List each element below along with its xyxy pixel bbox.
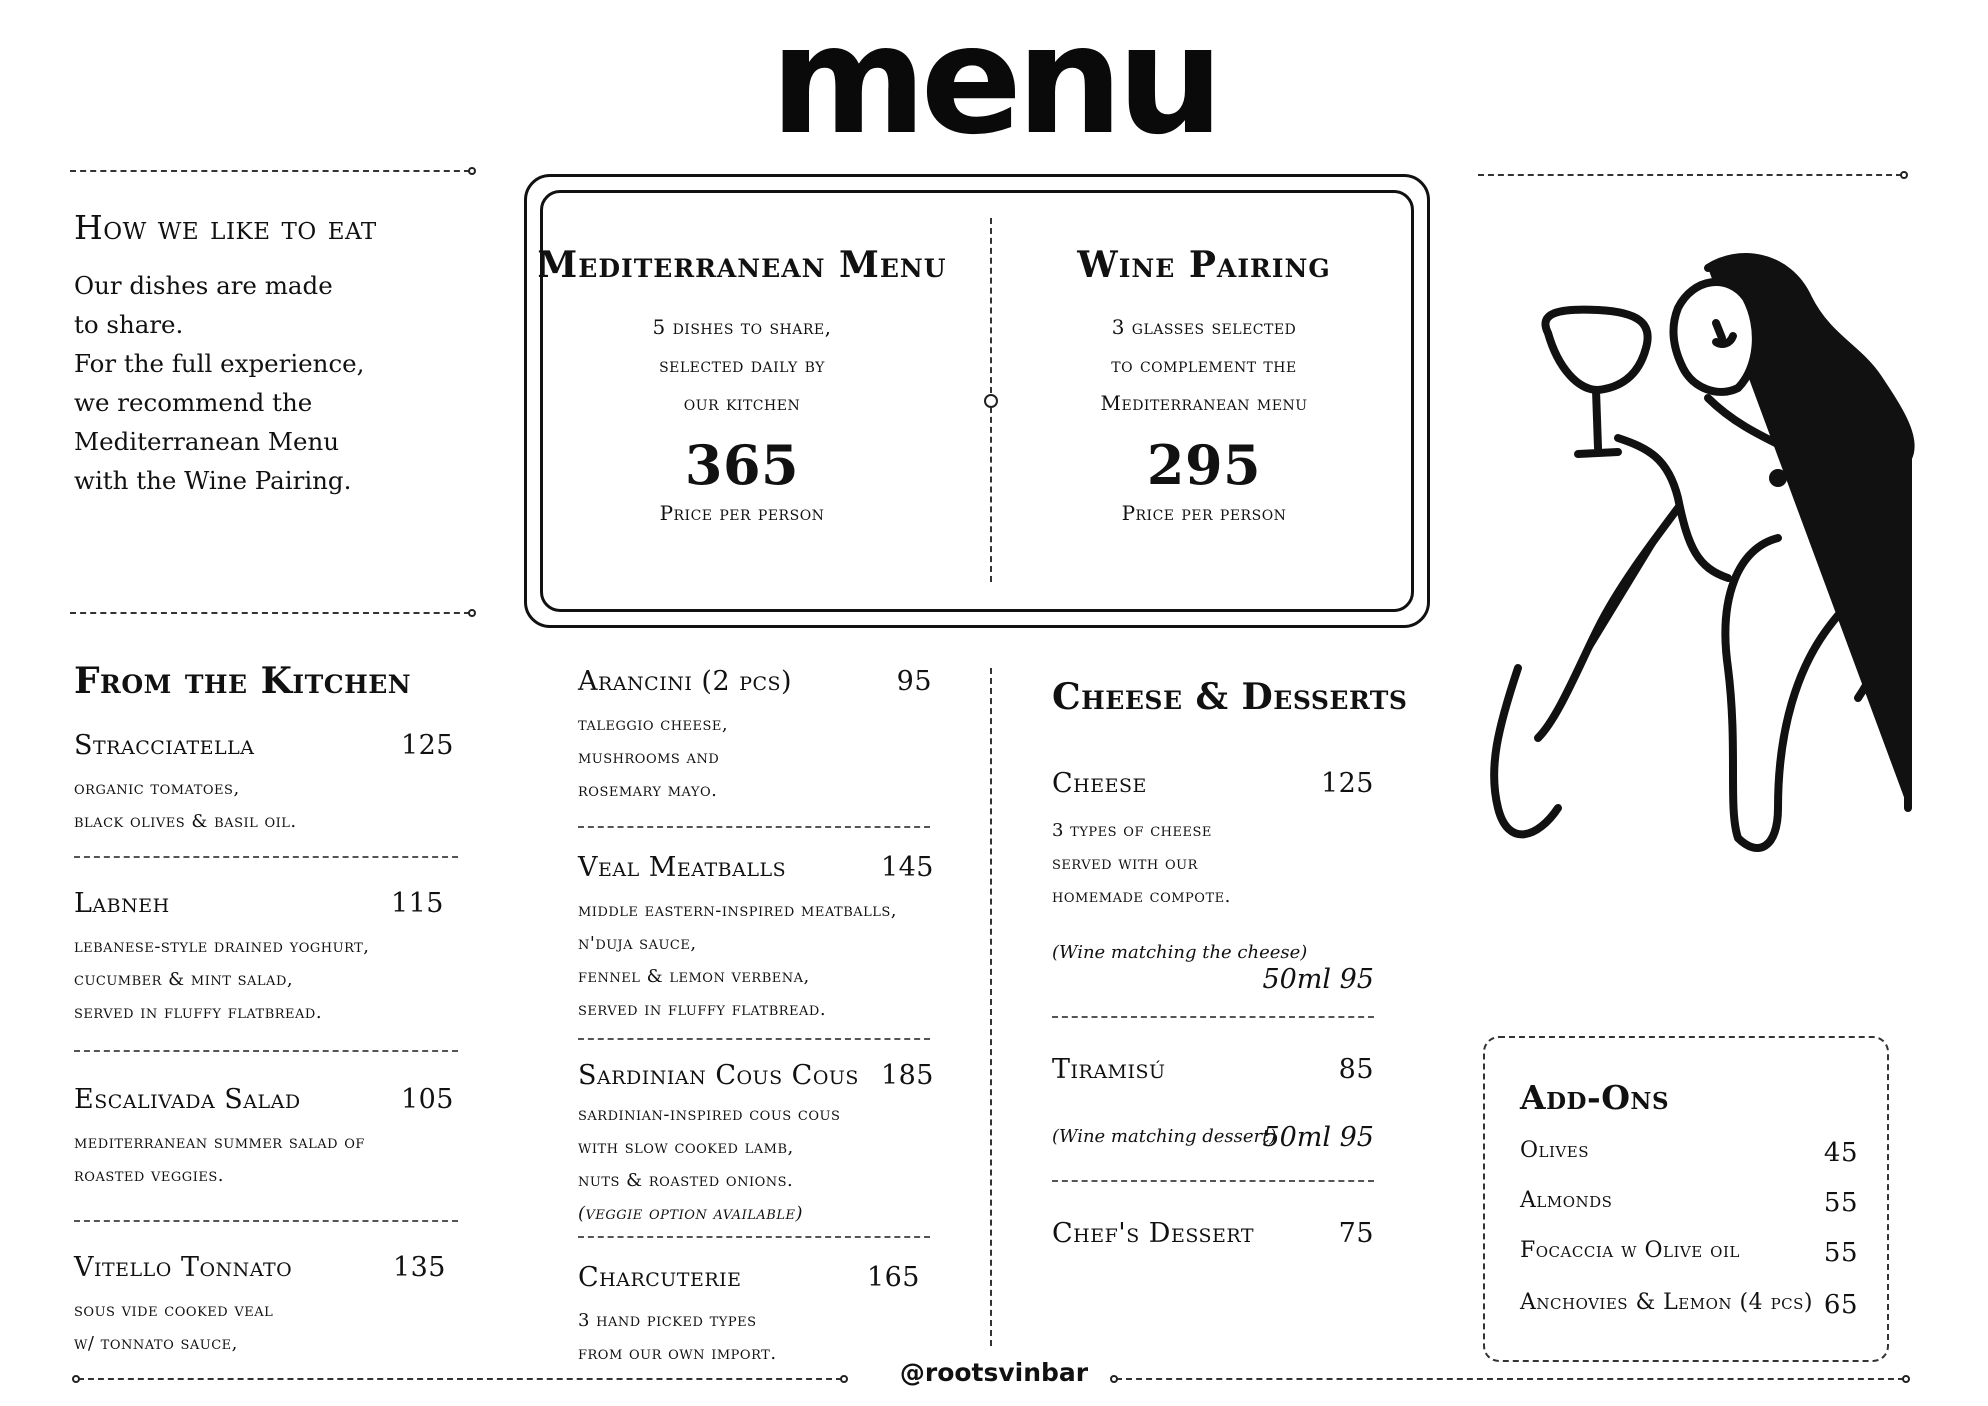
wine-price: 50ml 95 xyxy=(1262,1122,1374,1153)
how-we-eat-title: How we like to eat xyxy=(74,208,377,247)
how-we-eat-text: Our dishes are made to share. For the full experience, we recommend the Mediterranean Menu with the Wine Pairing. xyxy=(74,271,365,495)
addon-name: Almonds xyxy=(1520,1188,1613,1213)
item-desc: sardinian-inspired cous cous with slow cooked lamb, nuts & roasted onions. (veggie option available) xyxy=(578,1098,840,1230)
menu-title: menu xyxy=(770,0,1218,168)
wine-note: (Wine matching dessert) xyxy=(1052,1126,1277,1147)
item-desc: mediterranean summer salad of roasted veggies. xyxy=(74,1132,365,1186)
item-name: Chef's Dessert xyxy=(1052,1218,1255,1249)
item-price: 135 xyxy=(392,1252,446,1283)
item-desc: middle eastern-inspired meatballs, n'duja sauce, fennel & lemon verbena, served in fluffy flatbread. xyxy=(578,900,898,1020)
item-name: Charcuterie xyxy=(578,1262,742,1293)
item-name: Arancini (2 pcs) xyxy=(578,666,793,697)
item-desc: lebanese-style drained yoghurt, cucumber & mint salad, served in fluffy flatbread. xyxy=(74,936,370,1023)
column-divider xyxy=(990,668,992,1346)
veggie-note: (veggie option available) xyxy=(578,1203,803,1224)
item-price: 145 xyxy=(880,852,934,883)
item-price: 75 xyxy=(1338,1218,1374,1249)
wine-pairing-desc: 3 glasses selected to complement the Mediterranean menu xyxy=(1100,315,1308,415)
kitchen-title: From the Kitchen xyxy=(74,660,412,702)
mediterranean-menu-price: 365 xyxy=(684,433,800,497)
divider xyxy=(74,1050,458,1052)
item-desc: 3 types of cheese served with our homemade compote. xyxy=(1052,820,1231,907)
item-name: Tiramisú xyxy=(1052,1054,1166,1085)
wine-price: 50ml 95 xyxy=(1262,964,1374,995)
addon-price: 65 xyxy=(1823,1290,1858,1320)
mediterranean-menu-column xyxy=(532,244,952,525)
woman-with-wine-glass-illustration xyxy=(1478,248,1918,948)
item-desc: sous vide cooked veal w/ tonnato sauce, xyxy=(74,1300,274,1354)
item-name: Cheese xyxy=(1052,768,1147,799)
item-price: 85 xyxy=(1338,1054,1374,1085)
divider xyxy=(578,1038,930,1040)
item-name: Vitello Tonnato xyxy=(74,1252,293,1283)
divider xyxy=(1052,1016,1374,1018)
mediterranean-menu-desc: 5 dishes to share, selected daily by our kitchen xyxy=(652,315,832,415)
item-price: 185 xyxy=(880,1060,934,1091)
item-price: 95 xyxy=(896,666,932,697)
mediterranean-menu-title: Mediterranean Menu xyxy=(537,244,947,286)
divider xyxy=(74,856,458,858)
addon-price: 55 xyxy=(1823,1238,1858,1268)
divider xyxy=(578,1236,930,1238)
rule-mid-left xyxy=(70,612,470,614)
addon-price: 45 xyxy=(1823,1138,1858,1168)
item-name: Veal Meatballs xyxy=(578,852,787,883)
divider xyxy=(1052,1180,1374,1182)
rule-top-left xyxy=(70,170,470,172)
wine-pairing-price-label: Price per person xyxy=(1121,501,1287,526)
item-name: Stracciatella xyxy=(74,730,255,761)
item-name: Sardinian Cous Cous xyxy=(578,1060,859,1091)
wine-pairing-title: Wine Pairing xyxy=(1077,244,1331,286)
item-price: 115 xyxy=(390,888,444,919)
wine-pairing-column xyxy=(994,244,1414,525)
addon-name: Anchovies & Lemon (4 pcs) xyxy=(1520,1290,1813,1315)
desserts-title: Cheese & Desserts xyxy=(1052,676,1408,718)
item-price: 125 xyxy=(1320,768,1374,799)
rule-top-right xyxy=(1478,174,1902,176)
item-desc: organic tomatoes, black olives & basil oil. xyxy=(74,778,297,832)
instagram-handle: @rootsvinbar xyxy=(899,1358,1089,1387)
divider xyxy=(74,1220,458,1222)
item-price: 105 xyxy=(400,1084,454,1115)
wine-note: (Wine matching the cheese) xyxy=(1052,942,1308,963)
divider xyxy=(578,826,930,828)
item-desc: 3 hand picked types from our own import. xyxy=(578,1310,777,1364)
item-name: Escalivada Salad xyxy=(74,1084,301,1115)
item-desc: taleggio cheese, mushrooms and rosemary mayo. xyxy=(578,714,729,801)
addon-name: Focaccia w Olive oil xyxy=(1520,1238,1740,1263)
item-price: 125 xyxy=(400,730,454,761)
addon-name: Olives xyxy=(1520,1138,1589,1163)
addons-title: Add-Ons xyxy=(1520,1078,1670,1117)
wine-pairing-price: 295 xyxy=(1146,433,1262,497)
item-price: 165 xyxy=(866,1262,920,1293)
addon-price: 55 xyxy=(1823,1188,1858,1218)
item-name: Labneh xyxy=(74,888,170,919)
mediterranean-menu-price-label: Price per person xyxy=(659,501,825,526)
